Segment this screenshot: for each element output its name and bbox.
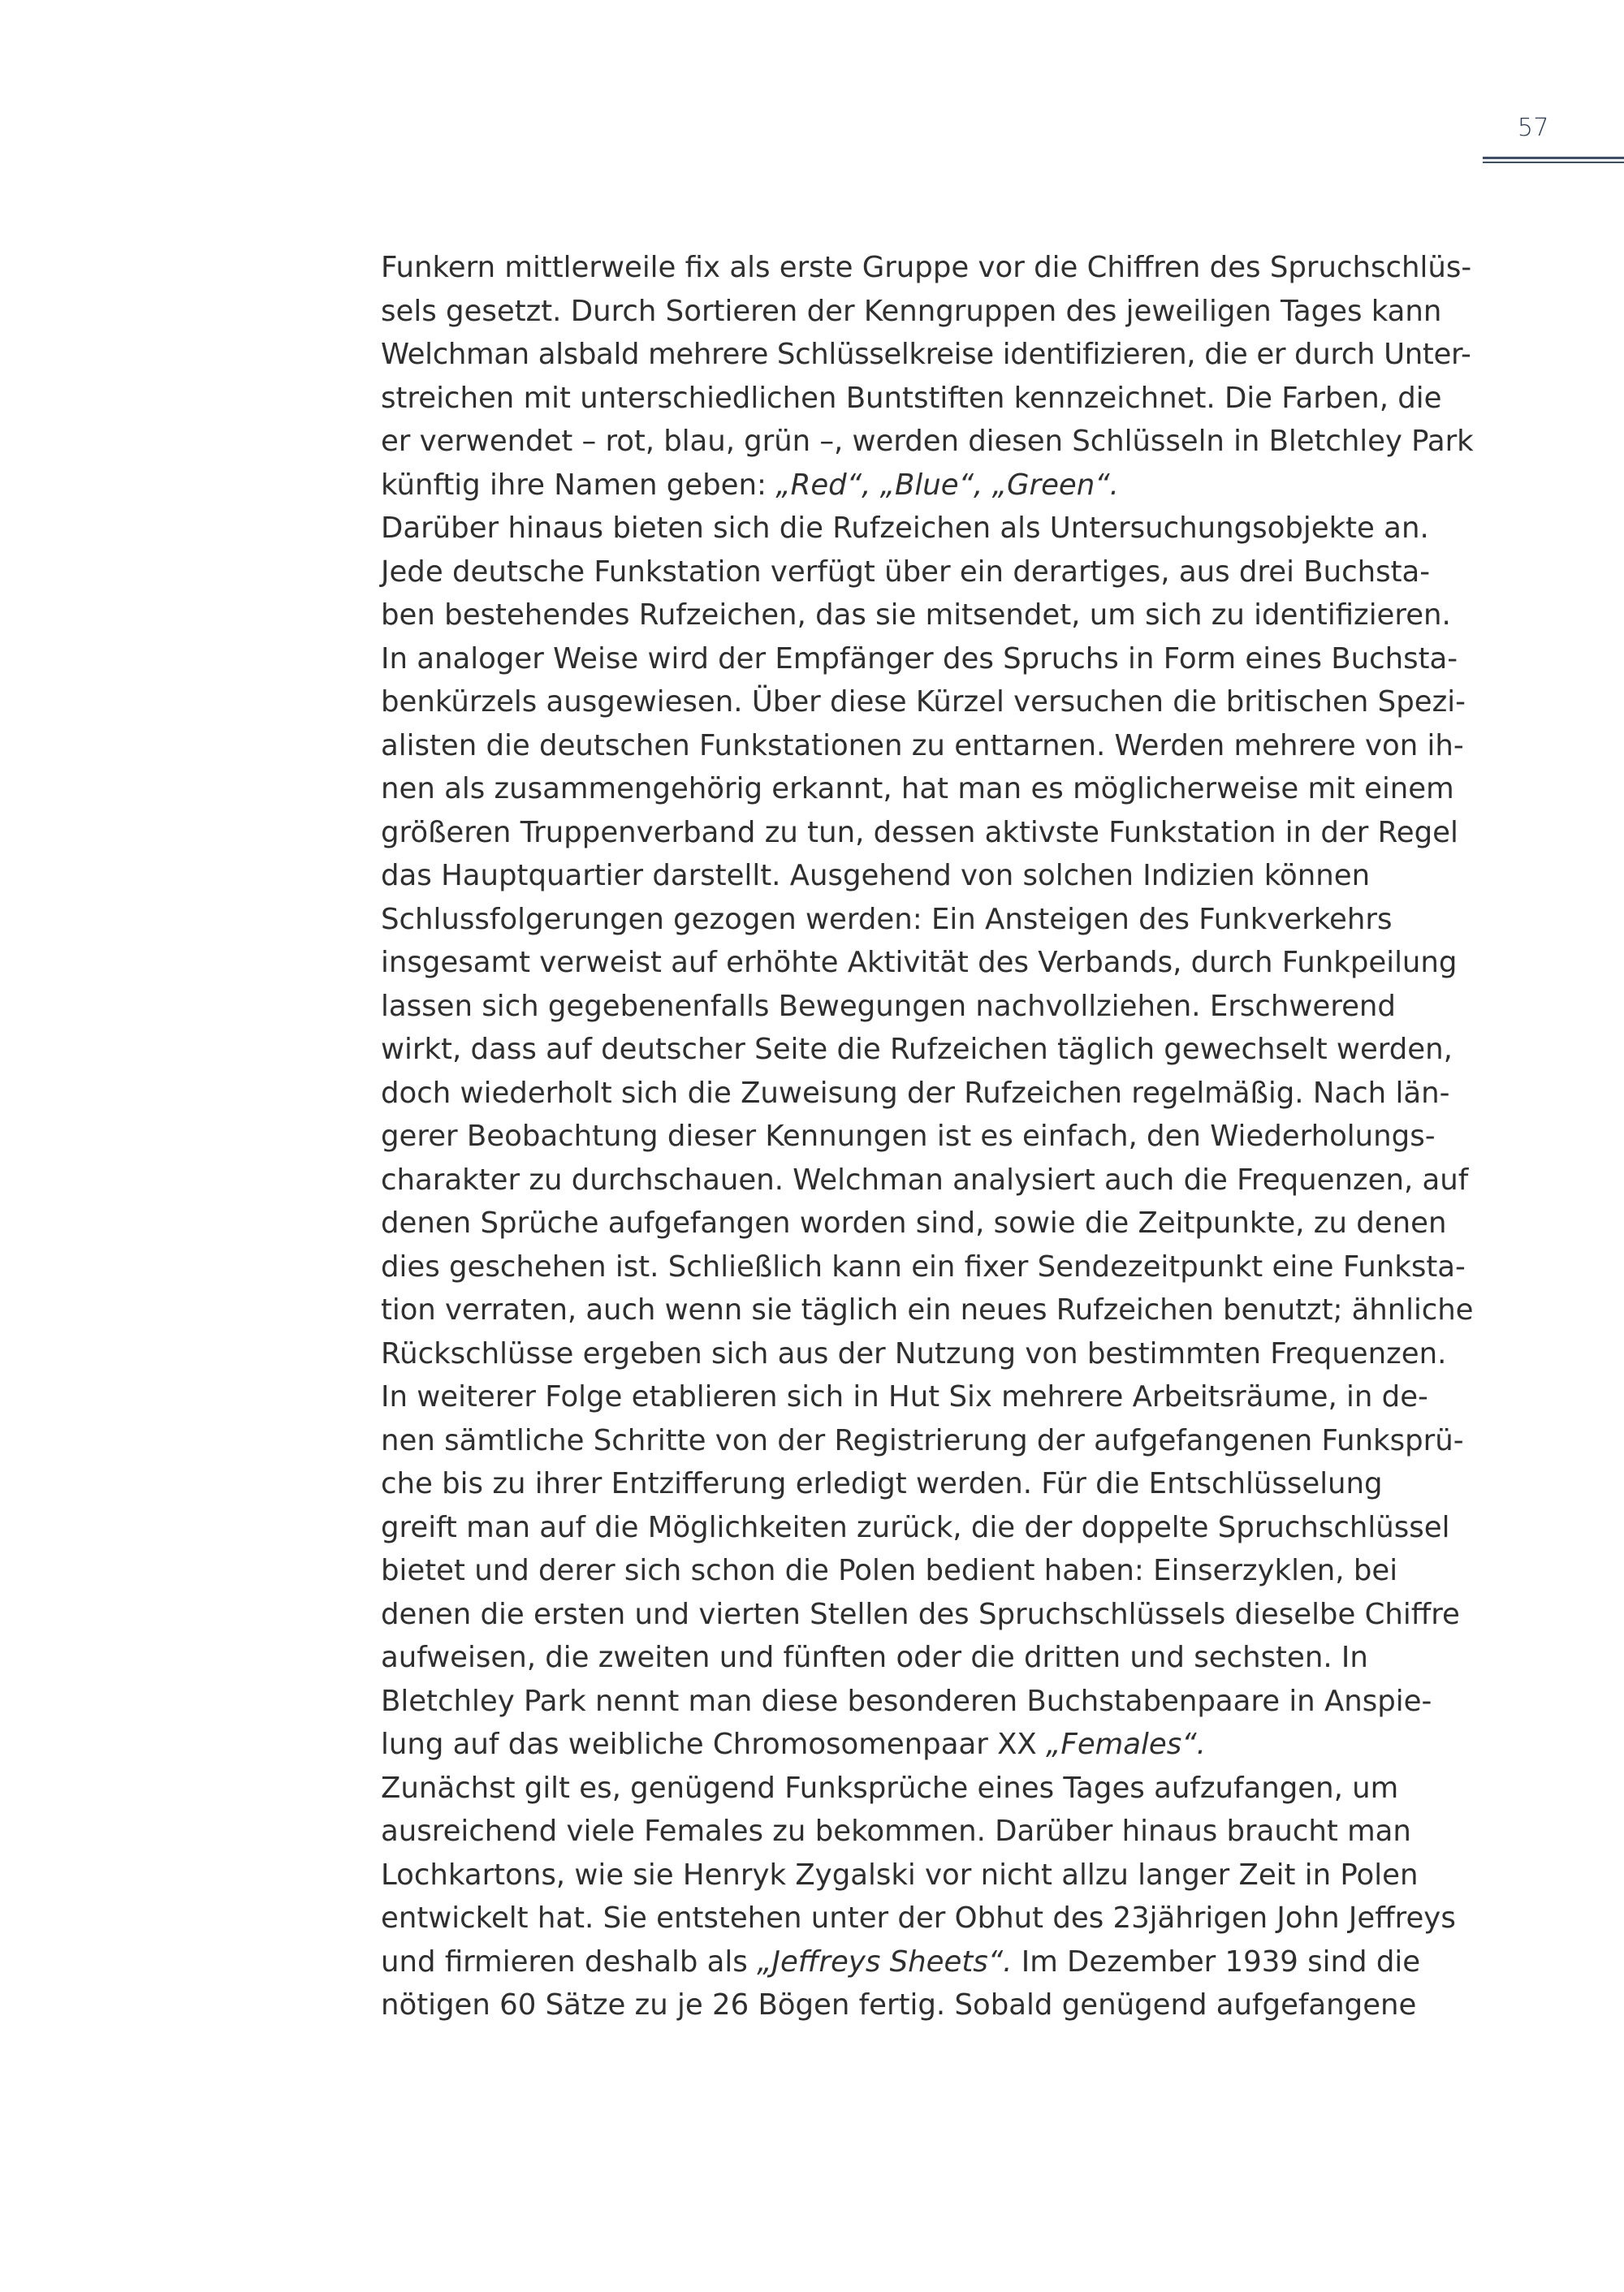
text-line [381,985,1474,1029]
text-line [381,724,1474,768]
line-text: Funkern mittlerweile fix als erste Gruppe vor die Chiffren des Spruchschlüs- [381,251,1472,284]
line-text: In weiterer Folge etablieren sich in Hut Six mehrere Arbeitsräume, in de- [381,1380,1428,1414]
text-line [381,1332,1474,1376]
line-text: tion verraten, auch wenn sie täglich ein neues Rufzeichen benutzt; ähnliche [381,1293,1474,1327]
text-line [381,246,1474,290]
line-text: künftig ihre Namen geben: [381,468,776,502]
line-text: Schlussfolgerungen gezogen werden: Ein Ansteigen des Funkverkehrs [381,902,1393,936]
text-line [381,1462,1474,1506]
body-text [381,246,1474,2027]
text-line [381,1115,1474,1159]
text-line [381,1723,1474,1767]
text-line [381,550,1474,594]
line-text: ben bestehendes Rufzeichen, das sie mitsendet, um sich zu identifizieren. [381,598,1451,632]
text-line [381,1028,1474,1072]
text-line [381,1245,1474,1289]
line-text: che bis zu ihrer Entzifferung erledigt werden. Für die Entschlüsselung [381,1467,1383,1500]
line-text: doch wiederholt sich die Zuweisung der Rufzeichen regelmäßig. Nach län- [381,1076,1450,1110]
text-line [381,854,1474,898]
text-line [381,637,1474,681]
text-line [381,1636,1474,1680]
line-text: Welchman alsbald mehrere Schlüsselkreise identifizieren, die er durch Unter- [381,338,1471,371]
line-text: nen als zusammengehörig erkannt, hat man es möglicherweise mit einem [381,772,1454,805]
text-line [381,333,1474,377]
text-line [381,1854,1474,1897]
line-text: nen sämtliche Schritte von der Registrierung der aufgefangenen Funksprü- [381,1423,1464,1457]
text-line [381,1897,1474,1940]
line-text: und firmieren deshalb als [381,1945,758,1979]
line-text: dies geschehen ist. Schließlich kann ein fixer Sendezeitpunkt eine Funksta- [381,1250,1466,1284]
line-text: das Hauptquartier darstellt. Ausgehend von solchen Indizien können [381,859,1371,892]
line-text: größeren Truppenverband zu tun, dessen aktivste Funkstation in der Regel [381,815,1458,849]
text-line [381,811,1474,855]
text-line [381,1593,1474,1637]
line-text: charakter zu durchschauen. Welchman analysiert auch die Frequenzen, auf [381,1163,1469,1197]
text-line [381,290,1474,334]
text-line [381,1419,1474,1463]
line-text: alisten die deutschen Funkstationen zu enttarnen. Werden mehrere von ih- [381,728,1464,762]
line-text: er verwendet – rot, blau, grün –, werden diesen Schlüsseln in Bletchley Park [381,425,1474,458]
text-line [381,1767,1474,1811]
line-text: ausreichend viele Females zu bekommen. Darüber hinaus braucht man [381,1815,1411,1848]
text-line [381,1506,1474,1550]
line-text-continued: Im Dezember 1939 sind die [1012,1945,1421,1979]
line-text: aufweisen, die zweiten und fünften oder die dritten und sechsten. In [381,1641,1368,1674]
text-line [381,1072,1474,1116]
line-text: gerer Beobachtung dieser Kennungen ist es einfach, den Wiederholungs- [381,1120,1436,1153]
line-text: In analoger Weise wird der Empfänger des Spruchs in Form eines Buchsta- [381,641,1458,676]
page-number: 57 [1517,114,1549,142]
line-text: sels gesetzt. Durch Sortieren der Kenngruppen des jeweiligen Tages kann [381,294,1442,328]
line-text: denen die ersten und vierten Stellen des Spruchschlüssels dieselbe Chiffre [381,1597,1460,1631]
text-line [381,1549,1474,1593]
header-rule-bottom [1483,162,1624,163]
line-text: Bletchley Park nennt man diese besonderen Buchstabenpaare in Anspie- [381,1684,1432,1718]
text-line [381,1810,1474,1854]
text-line [381,1983,1474,2027]
text-line [381,507,1474,550]
text-line [381,767,1474,811]
line-text: Zunächst gilt es, genügend Funksprüche eines Tages aufzufangen, um [381,1771,1399,1805]
text-line [381,1375,1474,1419]
line-text: wirkt, dass auf deutscher Seite die Rufzeichen täglich gewechselt werden, [381,1033,1453,1066]
text-line [381,1680,1474,1724]
text-line [381,594,1474,637]
header-rule-top [1483,157,1624,159]
line-text: Lochkartons, wie sie Henryk Zygalski vor nicht allzu langer Zeit in Polen [381,1858,1419,1892]
text-line [381,377,1474,421]
italic-term: „Red“, „Blue“, „Green“. [775,468,1119,502]
line-text: greift man auf die Möglichkeiten zurück, die der doppelte Spruchschlüssel [381,1510,1450,1544]
line-text: streichen mit unterschiedlichen Buntstiften kennzeichnet. Die Farben, die [381,381,1442,415]
line-text: lung auf das weibliche Chromosomenpaar XX [381,1728,1047,1761]
italic-term: „Jeffreys Sheets“. [757,1945,1013,1979]
text-line [381,1288,1474,1332]
line-text: Jede deutsche Funkstation verfügt über ein derartiges, aus drei Buchsta- [381,555,1431,589]
line-text: benkürzels ausgewiesen. Über diese Kürzel versuchen die britischen Spezi- [381,685,1466,719]
line-text: lassen sich gegebenenfalls Bewegungen nachvollziehen. Erschwerend [381,989,1396,1023]
line-text: Rückschlüsse ergeben sich aus der Nutzung von bestimmten Frequenzen. [381,1336,1447,1370]
text-line [381,1202,1474,1245]
line-text: denen Sprüche aufgefangen worden sind, sowie die Zeitpunkte, zu denen [381,1206,1447,1240]
line-text: bietet und derer sich schon die Polen bedient haben: Einserzyklen, bei [381,1554,1398,1587]
text-line [381,680,1474,724]
line-text: Darüber hinaus bieten sich die Rufzeichen als Untersuchungsobjekte an. [381,511,1429,545]
line-text: entwickelt hat. Sie entstehen unter der Obhut des 23jährigen John Jeffreys [381,1901,1456,1935]
line-text: insgesamt verweist auf erhöhte Aktivität des Verbands, durch Funkpeilung [381,946,1458,979]
text-line [381,898,1474,942]
text-line [381,1940,1474,1984]
text-line [381,1159,1474,1202]
text-line [381,420,1474,464]
text-line [381,464,1474,507]
text-line [381,941,1474,985]
line-text: nötigen 60 Sätze zu je 26 Bögen fertig. Sobald genügend aufgefangene [381,1988,1417,2022]
italic-term: „Females“. [1046,1728,1206,1761]
